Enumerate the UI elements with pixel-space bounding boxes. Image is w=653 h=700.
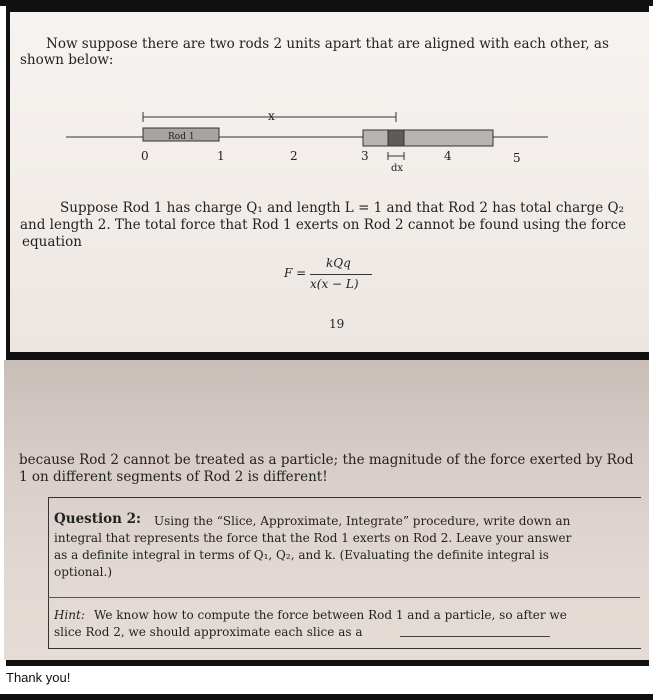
bottom-border [0, 694, 653, 700]
force-equation [284, 256, 418, 296]
equation-lhs: F = [284, 266, 307, 280]
rod-diagram [0, 100, 653, 180]
page2-line-1: because Rod 2 cannot be treated as a particle; the magnitude of the force exerted by Rod [19, 452, 634, 468]
question-text-3: as a definite integral in terms of Q₁, Q₂, and k. (Evaluating the definite integral is [54, 548, 549, 562]
para-line-1: Suppose Rod 1 has charge Q₁ and length L = 1 and that Rod 2 has total charge Q₂ [60, 200, 624, 216]
tick-0: 0 [141, 149, 149, 163]
hint-text-1: We know how to compute the force between Rod 1 and a particle, so after we [94, 608, 567, 622]
question-text-1: Using the “Slice, Approximate, Integrate” procedure, write down an [154, 514, 571, 528]
question-label: Question 2: [54, 511, 142, 527]
equation-denominator: x(x − L) [310, 277, 359, 291]
fraction-bar [310, 274, 372, 275]
hint-answer-blank [400, 636, 550, 637]
tick-4: 4 [444, 149, 452, 163]
tick-3: 3 [361, 149, 369, 163]
dx-label: dx [391, 163, 404, 174]
x-label: x [268, 109, 275, 123]
page2-line-2: 1 on different segments of Rod 2 is different! [19, 469, 328, 485]
question-hint-divider [48, 597, 640, 598]
equation-numerator: kQq [326, 256, 351, 270]
intro-line-2: shown below: [20, 52, 114, 68]
rod-1-label: Rod 1 [168, 132, 195, 142]
tick-5: 5 [513, 151, 521, 165]
hint-label: Hint: [54, 608, 85, 622]
intro-line-1: Now suppose there are two rods 2 units apart that are aligned with each other, as [46, 36, 609, 52]
para-line-2: and length 2. The total force that Rod 1 exerts on Rod 2 cannot be found using the force [20, 217, 627, 233]
question-text-4: optional.) [54, 565, 113, 579]
para-line-3: equation [22, 234, 82, 250]
dx-slice [388, 130, 404, 146]
tick-1: 1 [217, 149, 225, 163]
hint-text-2: slice Rod 2, we should approximate each slice as a [54, 625, 363, 639]
page-number: 19 [329, 317, 345, 331]
question-text-2: integral that represents the force that the Rod 1 exerts on Rod 2. Leave your answer [54, 531, 572, 545]
rod-2 [363, 130, 493, 146]
tick-2: 2 [290, 149, 298, 163]
thanks-text: Thank you! [6, 670, 71, 685]
